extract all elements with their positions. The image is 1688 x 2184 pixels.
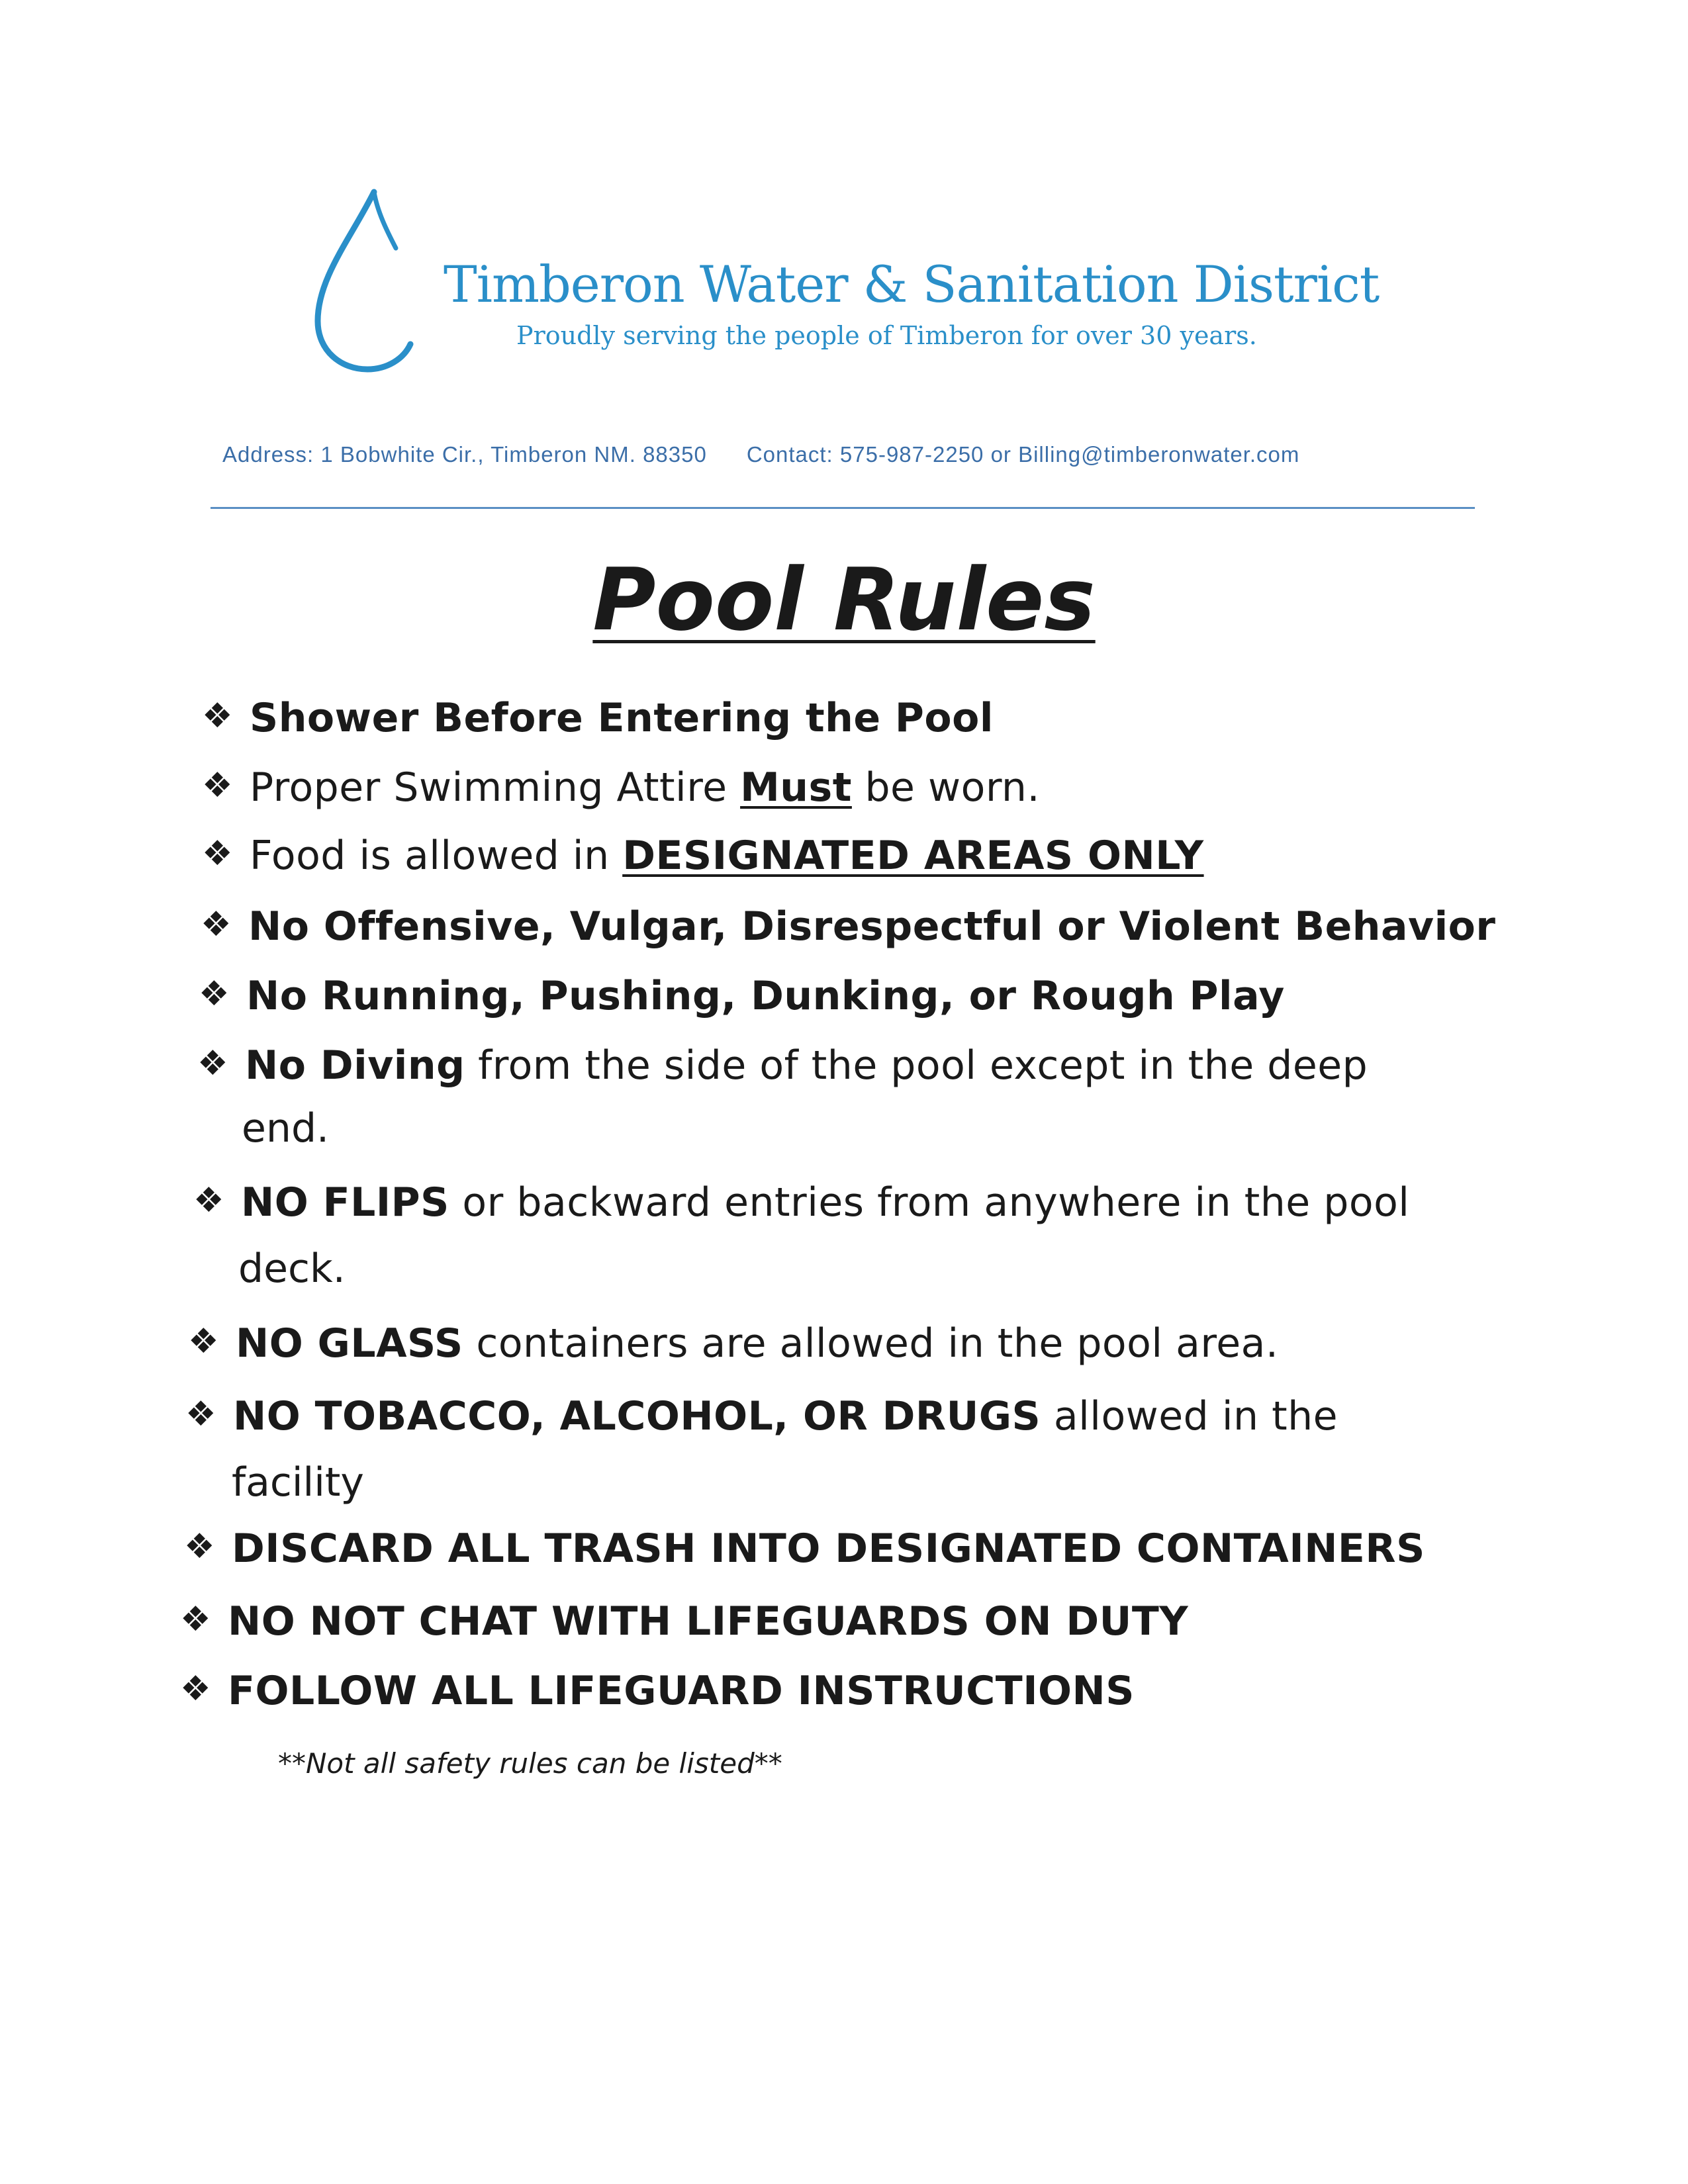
bullet-icon: ❖ bbox=[193, 1181, 225, 1220]
letterhead bbox=[311, 185, 1380, 384]
rule-item bbox=[193, 1179, 1409, 1226]
header-divider bbox=[211, 507, 1475, 509]
bullet-icon: ❖ bbox=[180, 1600, 212, 1639]
rule-text: or backward entries from anywhere in the pool bbox=[449, 1179, 1410, 1226]
disclaimer: **Not all safety rules can be listed** bbox=[278, 1747, 782, 1780]
rule-item bbox=[202, 833, 1204, 879]
bullet-icon: ❖ bbox=[202, 696, 234, 736]
rule-item bbox=[180, 1598, 1188, 1645]
rule-text: Proper Swimming Attire bbox=[250, 764, 741, 811]
rule-bold-text: No Offensive, Vulgar, Disrespectful or Violent Behavior bbox=[248, 903, 1496, 950]
rule-continuation: end. bbox=[242, 1105, 330, 1152]
rule-text: allowed in the bbox=[1041, 1393, 1338, 1439]
water-drop-icon bbox=[311, 185, 417, 377]
bullet-icon: ❖ bbox=[188, 1322, 220, 1361]
bullet-icon: ❖ bbox=[201, 905, 232, 944]
org-tagline: Proudly serving the people of Timberon for over 30 years. bbox=[516, 321, 1257, 350]
page-title-text: Pool Rules bbox=[592, 549, 1096, 650]
bullet-icon: ❖ bbox=[197, 1044, 229, 1083]
rule-text: containers are allowed in the pool area. bbox=[463, 1320, 1279, 1367]
rule-continuation: facility bbox=[232, 1459, 364, 1506]
rule-item bbox=[199, 973, 1285, 1019]
rule-continuation: deck. bbox=[238, 1246, 346, 1292]
rule-item bbox=[188, 1320, 1278, 1367]
rule-bold-text: No Diving bbox=[245, 1042, 465, 1089]
rule-item bbox=[202, 695, 994, 741]
rule-bold-text: Shower Before Entering the Pool bbox=[250, 695, 994, 741]
rule-item bbox=[197, 1042, 1368, 1089]
rule-underlined-text: DESIGNATED AREAS ONLY bbox=[622, 833, 1204, 879]
rule-bold-text: DISCARD ALL TRASH INTO DESIGNATED CONTAINERS bbox=[232, 1525, 1425, 1572]
bullet-icon: ❖ bbox=[180, 1669, 212, 1709]
rule-item bbox=[201, 903, 1495, 950]
bullet-icon: ❖ bbox=[202, 766, 234, 805]
bullet-icon: ❖ bbox=[185, 1394, 217, 1434]
contact-line bbox=[222, 442, 1480, 467]
rule-item bbox=[184, 1525, 1425, 1572]
org-name: Timberon Water & Sanitation District bbox=[444, 255, 1380, 314]
rule-underlined-text: Must bbox=[740, 764, 852, 811]
page-title bbox=[0, 549, 1688, 650]
rule-item bbox=[180, 1668, 1135, 1714]
rule-bold-text: NO GLASS bbox=[236, 1320, 463, 1367]
rule-bold-text: FOLLOW ALL LIFEGUARD INSTRUCTIONS bbox=[228, 1668, 1135, 1714]
rule-bold-text: NO TOBACCO, ALCOHOL, OR DRUGS bbox=[233, 1393, 1041, 1439]
bullet-icon: ❖ bbox=[199, 974, 230, 1014]
rule-bold-text: NO NOT CHAT WITH LIFEGUARDS ON DUTY bbox=[228, 1598, 1189, 1645]
address-text: Address: 1 Bobwhite Cir., Timberon NM. 88350 bbox=[222, 442, 707, 467]
bullet-icon: ❖ bbox=[184, 1527, 216, 1567]
rule-text-after: be worn. bbox=[851, 764, 1041, 811]
rule-item bbox=[202, 764, 1040, 811]
rule-bold-text: NO FLIPS bbox=[241, 1179, 449, 1226]
rule-text: Food is allowed in bbox=[250, 833, 623, 879]
rule-bold-text: No Running, Pushing, Dunking, or Rough Play bbox=[246, 973, 1285, 1019]
rule-text: from the side of the pool except in the deep bbox=[465, 1042, 1368, 1089]
contact-text: Contact: 575-987-2250 or Billing@timberonwater.com bbox=[746, 442, 1300, 467]
bullet-icon: ❖ bbox=[202, 834, 234, 874]
rule-item bbox=[185, 1393, 1338, 1439]
